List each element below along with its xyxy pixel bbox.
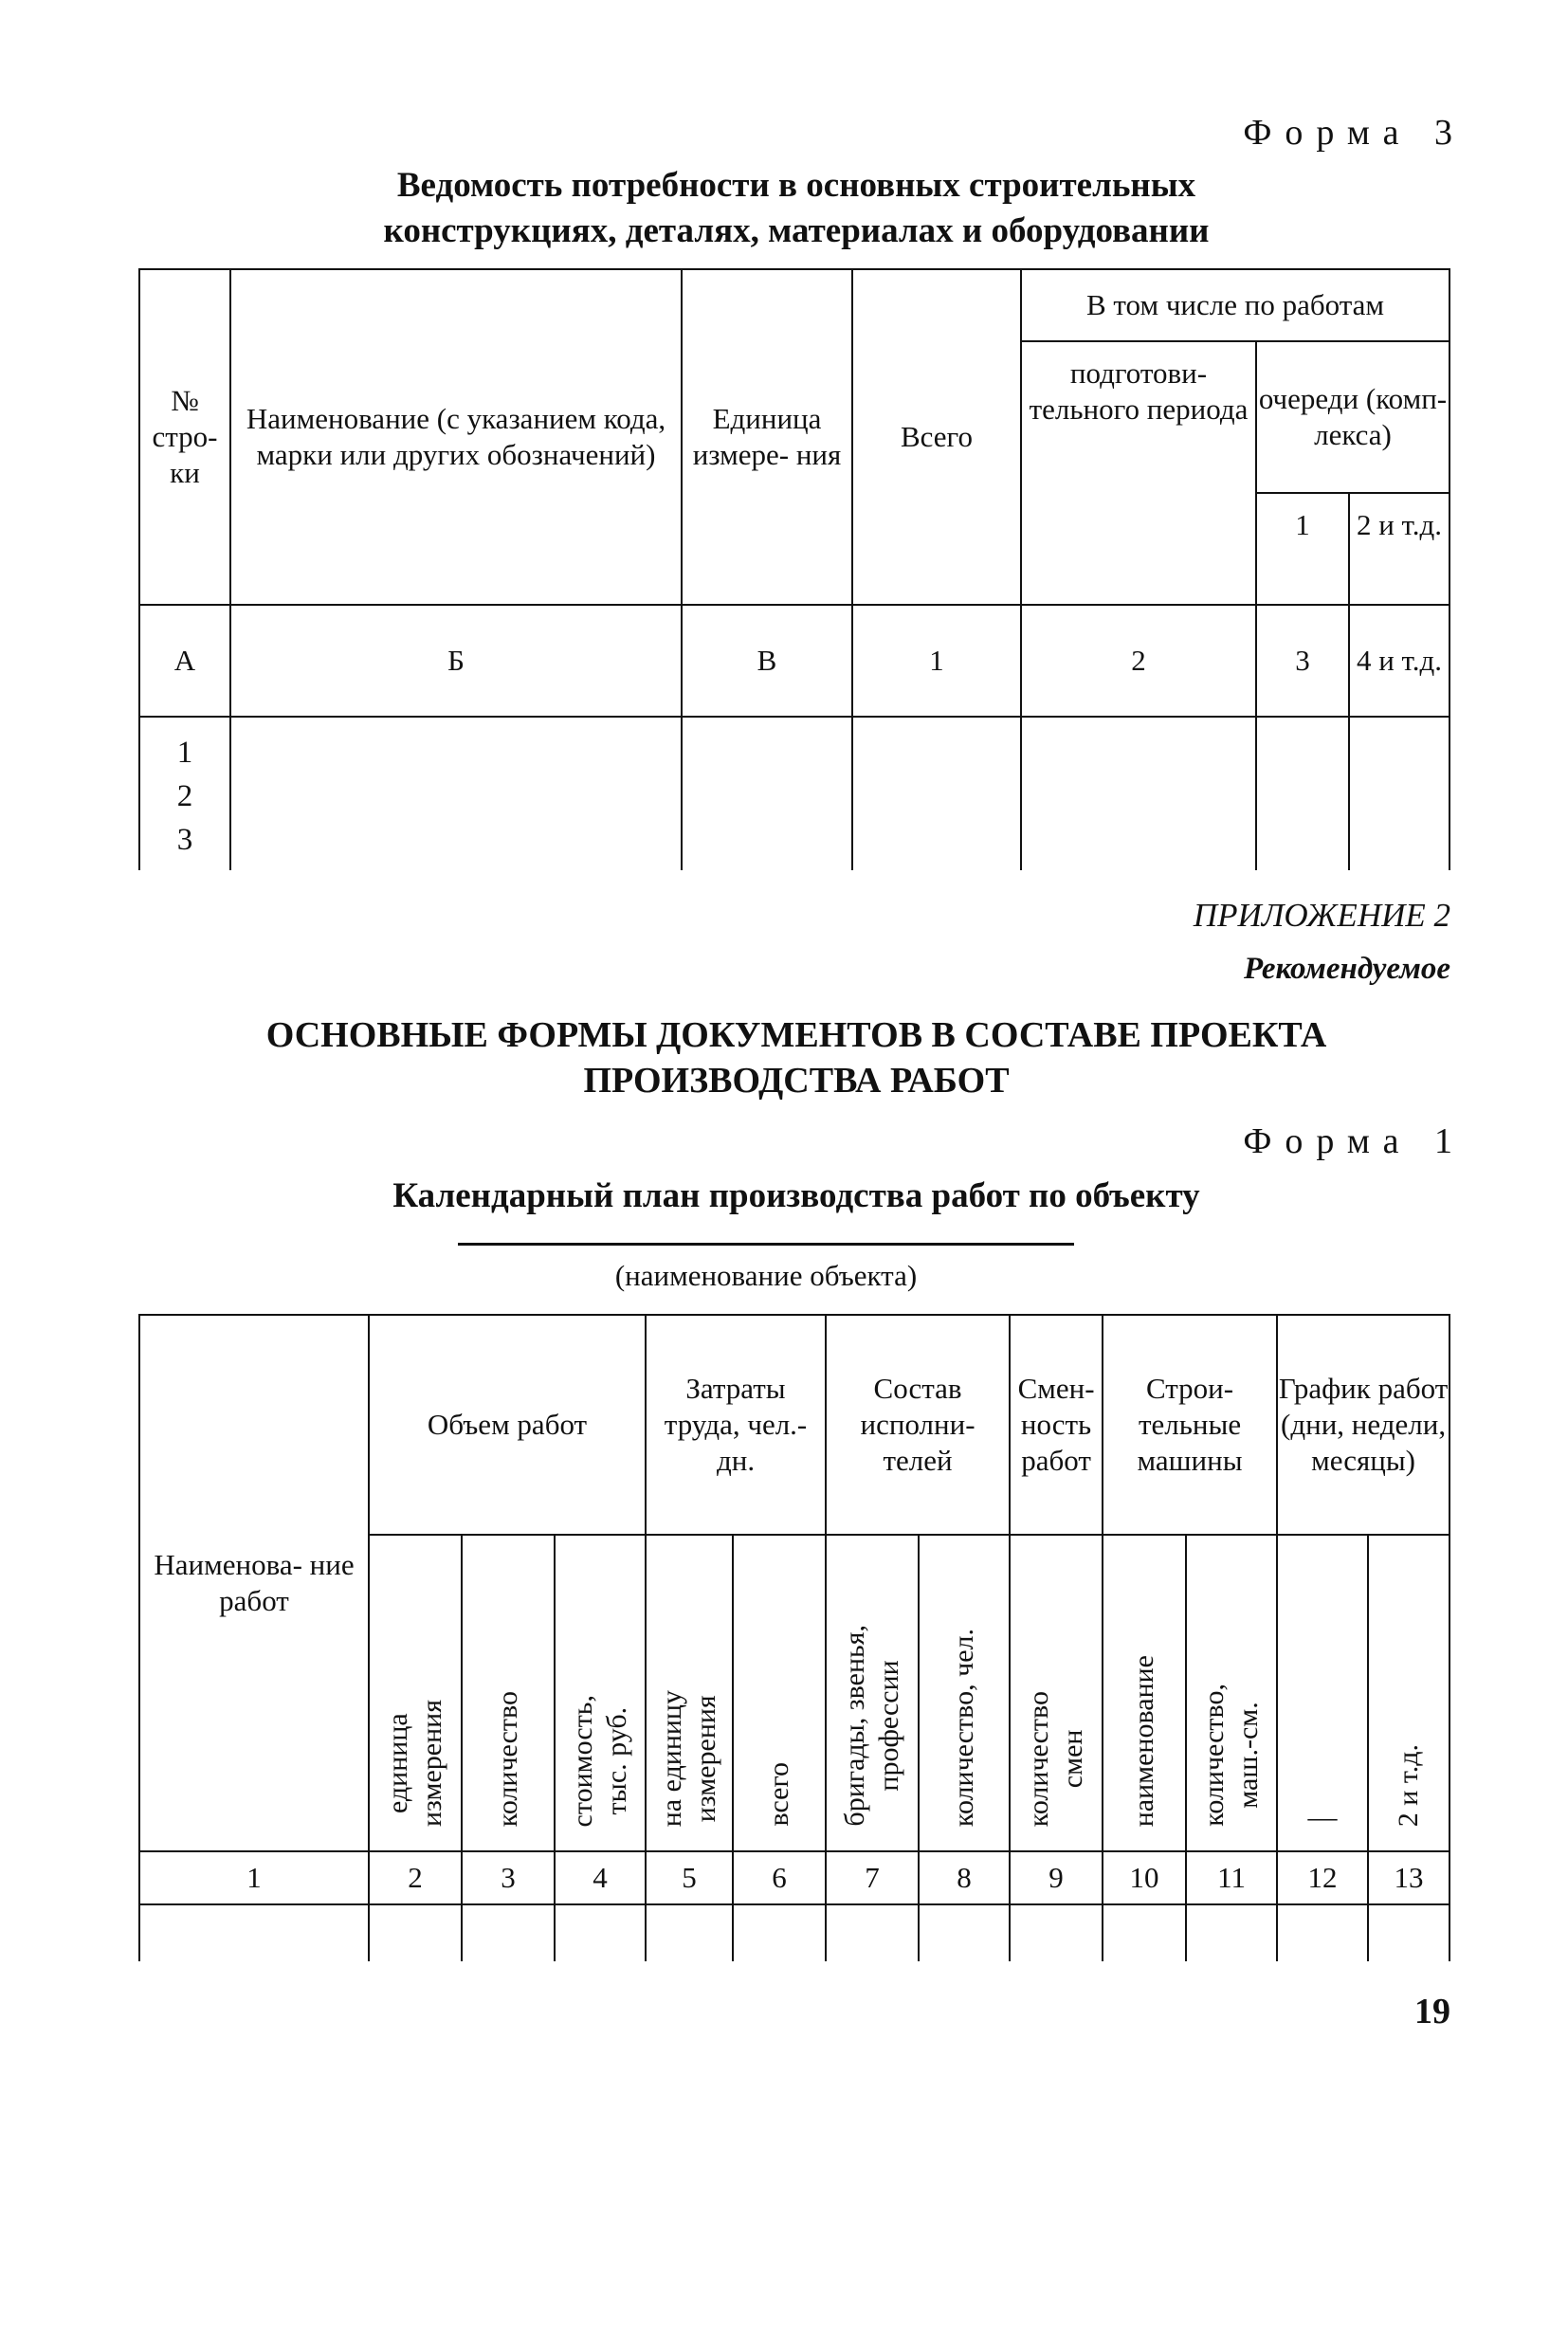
form3-header-name: Наименование (с указанием кода, марки или других обозначений) <box>230 269 682 605</box>
form3-code-v: В <box>682 605 852 717</box>
form3-header-q1: 1 <box>1256 493 1349 605</box>
form3-code-a: А <box>139 605 230 717</box>
form1-col-number: 8 <box>919 1851 1010 1904</box>
form1-empty-cell <box>1368 1904 1449 1961</box>
form1-col-number: 3 <box>462 1851 555 1904</box>
form3-empty-cell <box>1349 717 1449 870</box>
form1-col-number: 13 <box>1368 1851 1449 1904</box>
form3-row-number: 2 <box>176 779 193 813</box>
form3-header-prep: подготови- тельного периода <box>1021 341 1256 605</box>
form3-header-row-no: № стро- ки <box>139 269 230 605</box>
form1-header-shifts: Смен- ность работ <box>1010 1315 1103 1535</box>
form1-col-number: 2 <box>369 1851 462 1904</box>
form1-header-volume: Объем работ <box>369 1315 646 1535</box>
object-caption: (наименование объекта) <box>614 1259 918 1292</box>
appendix-title-line2: ПРОИЗВОДСТВА РАБОТ <box>583 1061 1010 1101</box>
form3-empty-cell <box>852 717 1021 870</box>
form1-col-number: 4 <box>555 1851 646 1904</box>
form3-row-numbers <box>139 717 230 870</box>
form1-sub-machine-name: наименование <box>1103 1535 1186 1851</box>
form1-col-number: 11 <box>1186 1851 1277 1904</box>
form1-empty-cell <box>1010 1904 1103 1961</box>
form3-header-unit: Единица измере- ния <box>682 269 852 605</box>
form1-sub-cost: стоимость, тыс. руб. <box>555 1535 646 1851</box>
form1-empty-cell <box>826 1904 919 1961</box>
form3-row-number: 3 <box>176 823 193 857</box>
form1-header-machines: Строи- тельные машины <box>1103 1315 1277 1535</box>
form3-empty-cell <box>230 717 682 870</box>
form3-header-including: В том числе по работам <box>1021 269 1449 341</box>
form1-col-number: 1 <box>139 1851 369 1904</box>
form1-col-number: 7 <box>826 1851 919 1904</box>
form1-sub-schedule-2: 2 и т.д. <box>1368 1535 1449 1851</box>
form1-header-schedule: График работ (дни, недели, месяцы) <box>1277 1315 1449 1535</box>
form1-sub-unit: единица измерения <box>369 1535 462 1851</box>
form1-empty-cell <box>462 1904 555 1961</box>
form1-sub-schedule-1: — <box>1277 1535 1368 1851</box>
form1-col-number: 6 <box>733 1851 826 1904</box>
form3-code-2: 2 <box>1021 605 1256 717</box>
form1-empty-cell <box>733 1904 826 1961</box>
form1-sub-per-unit: на единицу измерения <box>646 1535 733 1851</box>
form3-code-4: 4 и т.д. <box>1349 605 1449 717</box>
form3-code-1: 1 <box>852 605 1021 717</box>
form3-code-3: 3 <box>1256 605 1349 717</box>
form1-empty-cell <box>1277 1904 1368 1961</box>
form1-empty-cell <box>646 1904 733 1961</box>
appendix-label: ПРИЛОЖЕНИЕ 2 <box>1193 897 1450 934</box>
form1-empty-cell <box>139 1904 369 1961</box>
form1-empty-cell <box>1103 1904 1186 1961</box>
form3-code-b: Б <box>230 605 682 717</box>
form1-sub-brigades: бригады, звенья, профессии <box>826 1535 919 1851</box>
form3-label: Форма 3 <box>1243 113 1466 153</box>
form1-col-number: 5 <box>646 1851 733 1904</box>
form3-row-number: 1 <box>176 736 193 770</box>
form3-table <box>138 268 1450 870</box>
appendix-title <box>133 1012 1460 1103</box>
form1-col-number: 12 <box>1277 1851 1368 1904</box>
form3-empty-cell <box>1021 717 1256 870</box>
form1-empty-cell <box>369 1904 462 1961</box>
form3-title-line1: Ведомость потребности в основных строительных <box>396 166 1196 205</box>
page-number: 19 <box>1414 1992 1450 2031</box>
form1-col-number: 10 <box>1103 1851 1186 1904</box>
form1-sub-qty-people: количество, чел. <box>919 1535 1010 1851</box>
form3-header-total: Всего <box>852 269 1021 605</box>
form1-header-labor: Затраты труда, чел.-дн. <box>646 1315 826 1535</box>
form1-sub-quantity: количество <box>462 1535 555 1851</box>
appendix-title-line1: ОСНОВНЫЕ ФОРМЫ ДОКУМЕНТОВ В СОСТАВЕ ПРОЕКТА <box>265 1015 1327 1055</box>
form1-empty-cell <box>1186 1904 1277 1961</box>
appendix-status: Рекомендуемое <box>1243 952 1450 986</box>
form1-col-number: 9 <box>1010 1851 1103 1904</box>
form3-title <box>133 163 1460 254</box>
form1-header-work-name: Наименова- ние работ <box>139 1315 369 1851</box>
form3-header-queues: очереди (комп- лекса) <box>1256 341 1449 493</box>
form1-title: Календарный план производства работ по объекту <box>392 1176 1200 1215</box>
form1-sub-shift-count: количество смен <box>1010 1535 1103 1851</box>
form3-header-q2: 2 и т.д. <box>1349 493 1449 605</box>
form3-empty-cell <box>682 717 852 870</box>
form3-title-line2: конструкциях, деталях, материалах и оборудовании <box>383 211 1210 250</box>
form1-empty-cell <box>555 1904 646 1961</box>
form1-header-crew: Состав исполни- телей <box>826 1315 1010 1535</box>
form1-sub-total: всего <box>733 1535 826 1851</box>
form1-empty-cell <box>919 1904 1010 1961</box>
form3-empty-cell <box>1256 717 1349 870</box>
form1-table <box>138 1314 1450 1961</box>
object-name-line <box>458 1243 1074 1246</box>
form1-sub-machine-qty: количество, маш.-см. <box>1186 1535 1277 1851</box>
form1-label: Форма 1 <box>1243 1121 1466 1161</box>
